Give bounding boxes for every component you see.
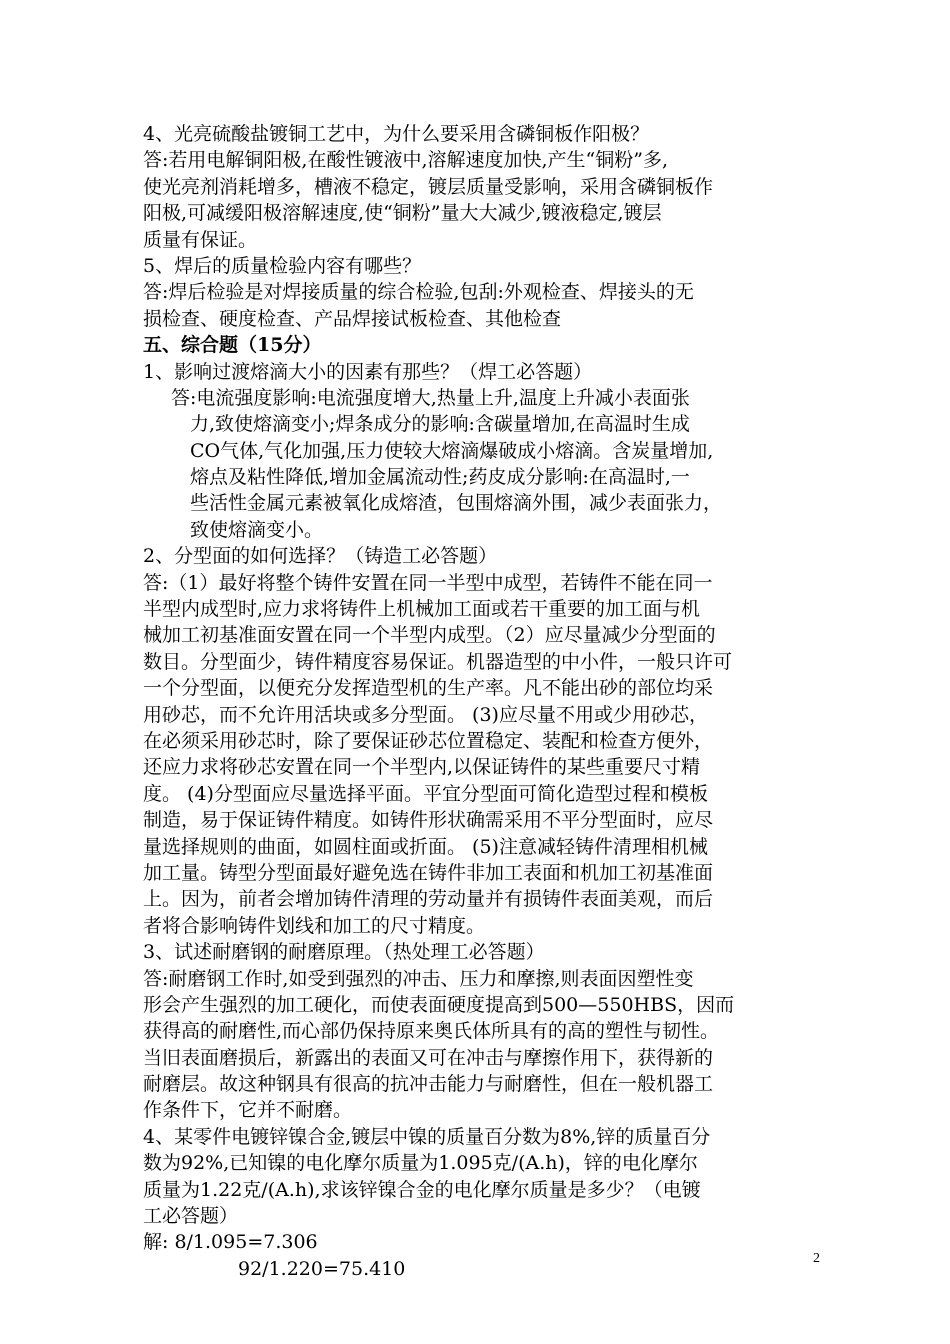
answer-line: 作条件下，它并不耐磨。 [143,1099,353,1122]
question-5-title: 5、焊后的质量检验内容有哪些？ [143,254,422,277]
question-text-line: 质量为1.22克/(A.h),求该锌镍合金的电化摩尔质量是多少？（电镀 [143,1178,701,1201]
answer-line: 度。 (4)分型面应尽量选择平面。平宜分型面可简化造型过程和模板 [143,782,708,805]
answer-4-line: 阳极,可减缓阳极溶解速度,使“铜粉”量大大减少,镀液稳定,镀层 [143,202,662,225]
answer-line: 答:电流强度影响:电流强度增大,热量上升,温度上升减小表面张 [171,386,690,409]
answer-5-line: 损检查、硬度检查、产品焊接试板检查、其他检查 [143,307,562,330]
answer-line: 熔点及粘性降低,增加金属流动性;药皮成分影响:在高温时,一 [190,466,690,489]
solution-line: 解: 8/1.095=7.306 [143,1231,318,1254]
answer-line: 用砂芯，而不允许用活块或多分型面。 (3)应尽量不用或少用砂芯， [143,703,708,726]
section-heading: 五、综合题（15分） [143,334,322,357]
answer-line: 制造，易于保证铸件精度。如铸件形状确需采用不平分型面时，应尽 [143,809,714,832]
answer-line: 上。因为，前者会增加铸件清理的劳动量并有损铸件表面美观，而后 [143,888,714,911]
answer-line: 获得高的耐磨性,而心部仍保持原来奥氏体所具有的高的塑性与韧性。 [143,1020,720,1043]
answer-line: 形会产生强烈的加工硬化，而使表面硬度提高到500—550HBS，因而 [143,993,735,1016]
answer-4-line: 使光亮剂消耗增多，槽液不稳定，镀层质量受影响，采用含磷铜板作 [143,175,714,198]
question-title: 1、影响过渡熔滴大小的因素有那些？（焊工必答题） [143,360,593,383]
answer-4-line: 答:若用电解铜阳极,在酸性镀液中,溶解速度加快,产生“铜粉”多, [143,149,668,172]
page-number: 2 [813,1251,820,1266]
question-text-line: 工必答题） [143,1205,239,1228]
answer-line: 半型内成型时,应力求将铸件上机械加工面或若干重要的加工面与机 [143,598,701,621]
answer-line: 还应力求将砂芯安置在同一个半型内,以保证铸件的某些重要尺寸精 [143,756,701,779]
answer-line: 量选择规则的曲面，如圆柱面或折面。 (5)注意减轻铸件清理相机械 [143,835,708,858]
question-text-line: 数为92%,已知镍的电化摩尔质量为1.095克/(A.h)，锌的电化摩尔 [143,1152,698,1175]
answer-line: 数目。分型面少，铸件精度容易保证。机器造型的中小件，一般只许可 [143,650,733,673]
answer-line: 械加工初基准面安置在同一个半型内成型。（2）应尽量减少分型面的 [143,624,716,647]
answer-line: 答:耐磨钢工作时,如受到强烈的冲击、压力和摩擦,则表面因塑性变 [143,967,694,990]
answer-line: 当旧表面磨损后，新露出的表面又可在冲击与摩擦作用下，获得新的 [143,1046,714,1069]
answer-line: 些活性金属元素被氧化成熔渣，包围熔滴外围，减少表面张力， [190,492,723,515]
answer-line: 在必须采用砂芯时，除了要保证砂芯位置稳定、装配和检查方便外， [143,729,714,752]
answer-5-line: 答:焊后检验是对焊接质量的综合检验,包刮:外观检查、焊接头的无 [143,281,694,304]
answer-4-line: 质量有保证。 [143,228,258,251]
document-body [143,121,823,1282]
answer-line: CO气体,气化加强,压力使较大熔滴爆破成小熔滴。含炭量增加, [190,439,714,462]
question-title: 4、某零件电镀锌镍合金,镀层中镍的质量百分数为8%,锌的质量百分 [143,1125,711,1148]
answer-line: 耐磨层。故这种钢具有很高的抗冲击能力与耐磨性，但在一般机器工 [143,1073,714,1096]
question-4-title: 4、光亮硫酸盐镀铜工艺中，为什么要采用含磷铜板作阳极？ [143,123,650,145]
answer-line: 加工量。铸型分型面最好避免选在铸件非加工表面和机加工初基准面 [143,861,714,884]
question-title: 3、试述耐磨钢的耐磨原理。（热处理工必答题） [143,941,545,964]
answer-line: 致使熔滴变小。 [190,518,324,541]
answer-line: 者将合影响铸件划线和加工的尺寸精度。 [143,914,486,937]
answer-line: 答:（1）最好将整个铸件安置在同一半型中成型，若铸件不能在同一 [143,571,713,594]
answer-line: 一个分型面，以便充分发挥造型机的生产率。凡不能出砂的部位均采 [143,677,714,700]
answer-line: 力,致使熔滴变小;焊条成分的影响:含碳量增加,在高温时生成 [190,413,690,436]
question-title: 2、分型面的如何选择？（铸造工必答题） [143,545,498,568]
solution-line: 92/1.220=75.410 [238,1257,406,1280]
